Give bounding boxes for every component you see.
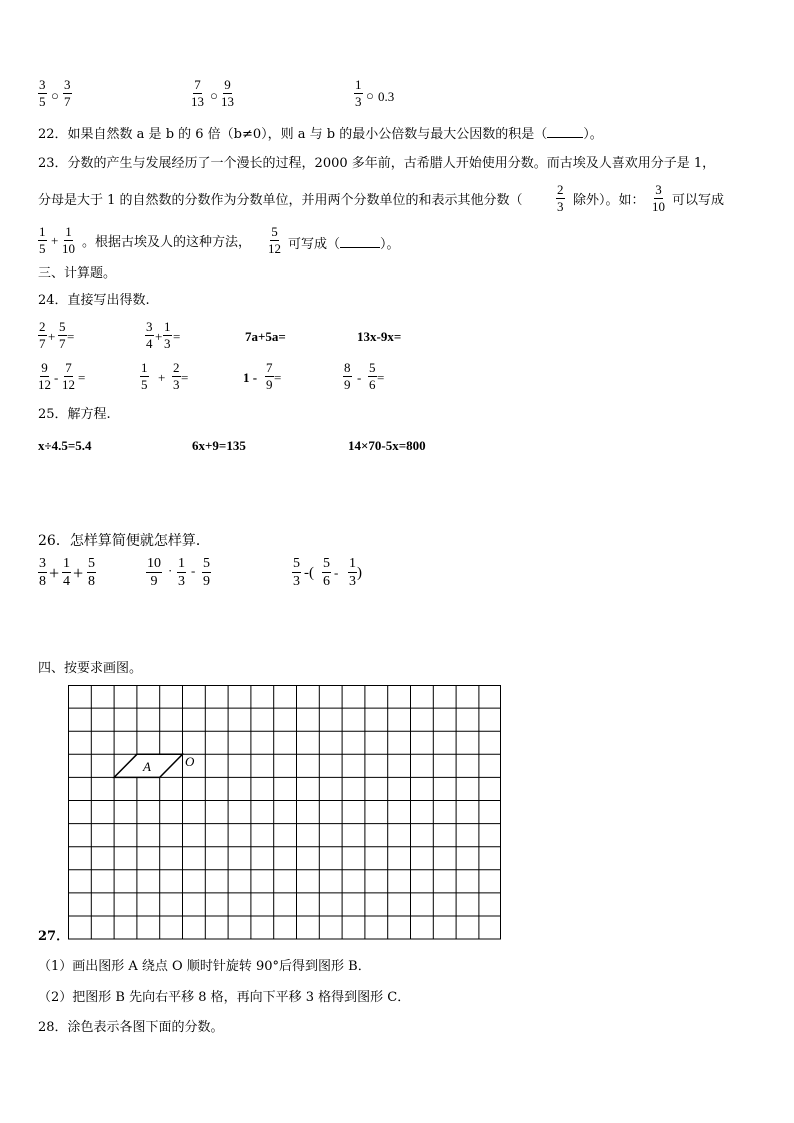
drawing-grid[interactable] [68,685,504,945]
operator: - [334,565,339,580]
question-27-sub1: （1）画出图形 A 绕点 O 顺时针旋转 90°后得到图形 B． [38,959,371,974]
operator: ) [357,565,362,581]
equation: 6x+9=135 [192,438,246,453]
decimal-value: 0.3 [378,89,395,104]
question-24-title: 24．直接写出得数. [38,293,150,308]
operator: + [73,563,84,583]
equation: 14×70-5x=800 [348,438,426,453]
fraction: $\frac{1}{10}$ [62,224,75,256]
operator: - [191,563,196,578]
fraction: $\frac{1}{3}$ [349,556,356,589]
question-22-text: 22．如果自然数 a 是 b 的 6 倍（b≠0），则 a 与 b 的最小公倍数与最大公因数的积是（ [38,127,548,142]
operator: -( [304,565,314,581]
fraction: $\frac{5}{6}$ [323,556,330,589]
operator: - [54,370,59,385]
fraction: $\frac{7}{13}$ [191,77,204,109]
question-27-sub2: （2）把图形 B 先向右平移 8 格，再向下平移 3 格得到图形 C． [38,990,411,1005]
fraction: $\frac{2}{7}$ [39,319,46,351]
question-27-number: 27． [38,929,70,944]
fraction: $\frac{2}{3}$ [557,182,564,214]
fraction: $\frac{5}{7}$ [59,319,66,351]
equals: = [181,370,189,385]
fraction: $\frac{3}{5}$ [39,77,46,109]
equals: = [67,329,75,344]
grid-svg[interactable] [68,685,504,941]
fraction: $\frac{1}{3}$ [178,556,185,589]
question-23-line2: 分母是大于 1 的自然数的分数作为分数单位，并用两个分数单位的和表示其他分数（ [38,193,523,208]
equation: x÷4.5=5.4 [38,438,92,453]
section-4-heading: 四、按要求画图。 [38,661,143,676]
question-23-line2c: 可以写成 [672,193,725,208]
question-28: 28．涂色表示各图下面的分数。 [38,1020,224,1035]
section-3-heading: 三、计算题。 [38,266,117,281]
compare-circle[interactable]: ○ [51,88,59,103]
answer-blank[interactable] [340,235,380,248]
question-23-line3b: 可写成（ ）。 [288,237,400,252]
fraction: $\frac{5}{6}$ [369,360,376,392]
equals: = [274,370,282,385]
point-label-o: O [185,754,195,769]
fraction: $\frac{10}{9}$ [147,556,161,589]
fraction: $\frac{5}{12}$ [268,224,281,256]
compare-circle[interactable]: ○ [366,88,374,103]
question-23-line3a: 。根据古埃及人的这种方法， [82,235,252,250]
question-26-title: 26．怎样算简便就怎样算． [38,533,210,549]
fraction: $\frac{3}{10}$ [652,182,665,214]
fraction: $\frac{9}{12}$ [38,360,51,392]
operator: + [48,329,56,344]
fraction: $\frac{5}{9}$ [203,556,210,589]
operator: 1 - [243,370,258,385]
question-25-title: 25．解方程. [38,407,111,422]
equals: = [377,370,385,385]
expression: 7a+5a= [245,329,286,344]
fraction: $\frac{1}{3}$ [164,319,171,351]
fraction: $\frac{3}{4}$ [146,319,153,351]
equals: = [173,329,181,344]
question-23-line1: 23．分数的产生与发展经历了一个漫长的过程，2000 多年前，古希腊人开始使用分数。而古埃及人喜欢用分子是 1， [38,156,716,171]
question-23-line2b: 除外）。如： [573,193,645,208]
equals: = [78,370,86,385]
fraction: $\frac{7}{12}$ [62,360,75,392]
fraction: $\frac{1}{5}$ [39,224,46,256]
fraction: $\frac{5}{8}$ [88,556,95,589]
fraction: $\frac{2}{3}$ [173,360,180,392]
compare-circle[interactable]: ○ [210,88,218,103]
operator: · [168,563,173,578]
fraction: $\frac{9}{13}$ [221,77,234,109]
answer-blank[interactable] [547,125,583,138]
operator: + [158,370,166,385]
fraction: $\frac{3}{8}$ [39,556,46,589]
grid-lines [68,685,501,939]
operator: - [357,370,362,385]
fraction: $\frac{1}{4}$ [63,556,70,589]
question-22 [38,125,603,143]
fraction: $\frac{3}{7}$ [64,77,71,109]
fraction: $\frac{1}{5}$ [141,360,148,392]
operator: + [49,563,60,583]
operator: + [155,329,163,344]
fraction: $\frac{1}{3}$ [355,77,362,109]
plus-sign: + [51,233,59,248]
fraction: $\frac{8}{9}$ [344,360,351,392]
question-22-tail: ）。 [583,127,603,142]
shape-label-a: A [143,759,151,774]
fraction: $\frac{7}{9}$ [266,360,273,392]
expression: 13x-9x= [357,329,402,344]
fraction: $\frac{5}{3}$ [293,556,300,589]
